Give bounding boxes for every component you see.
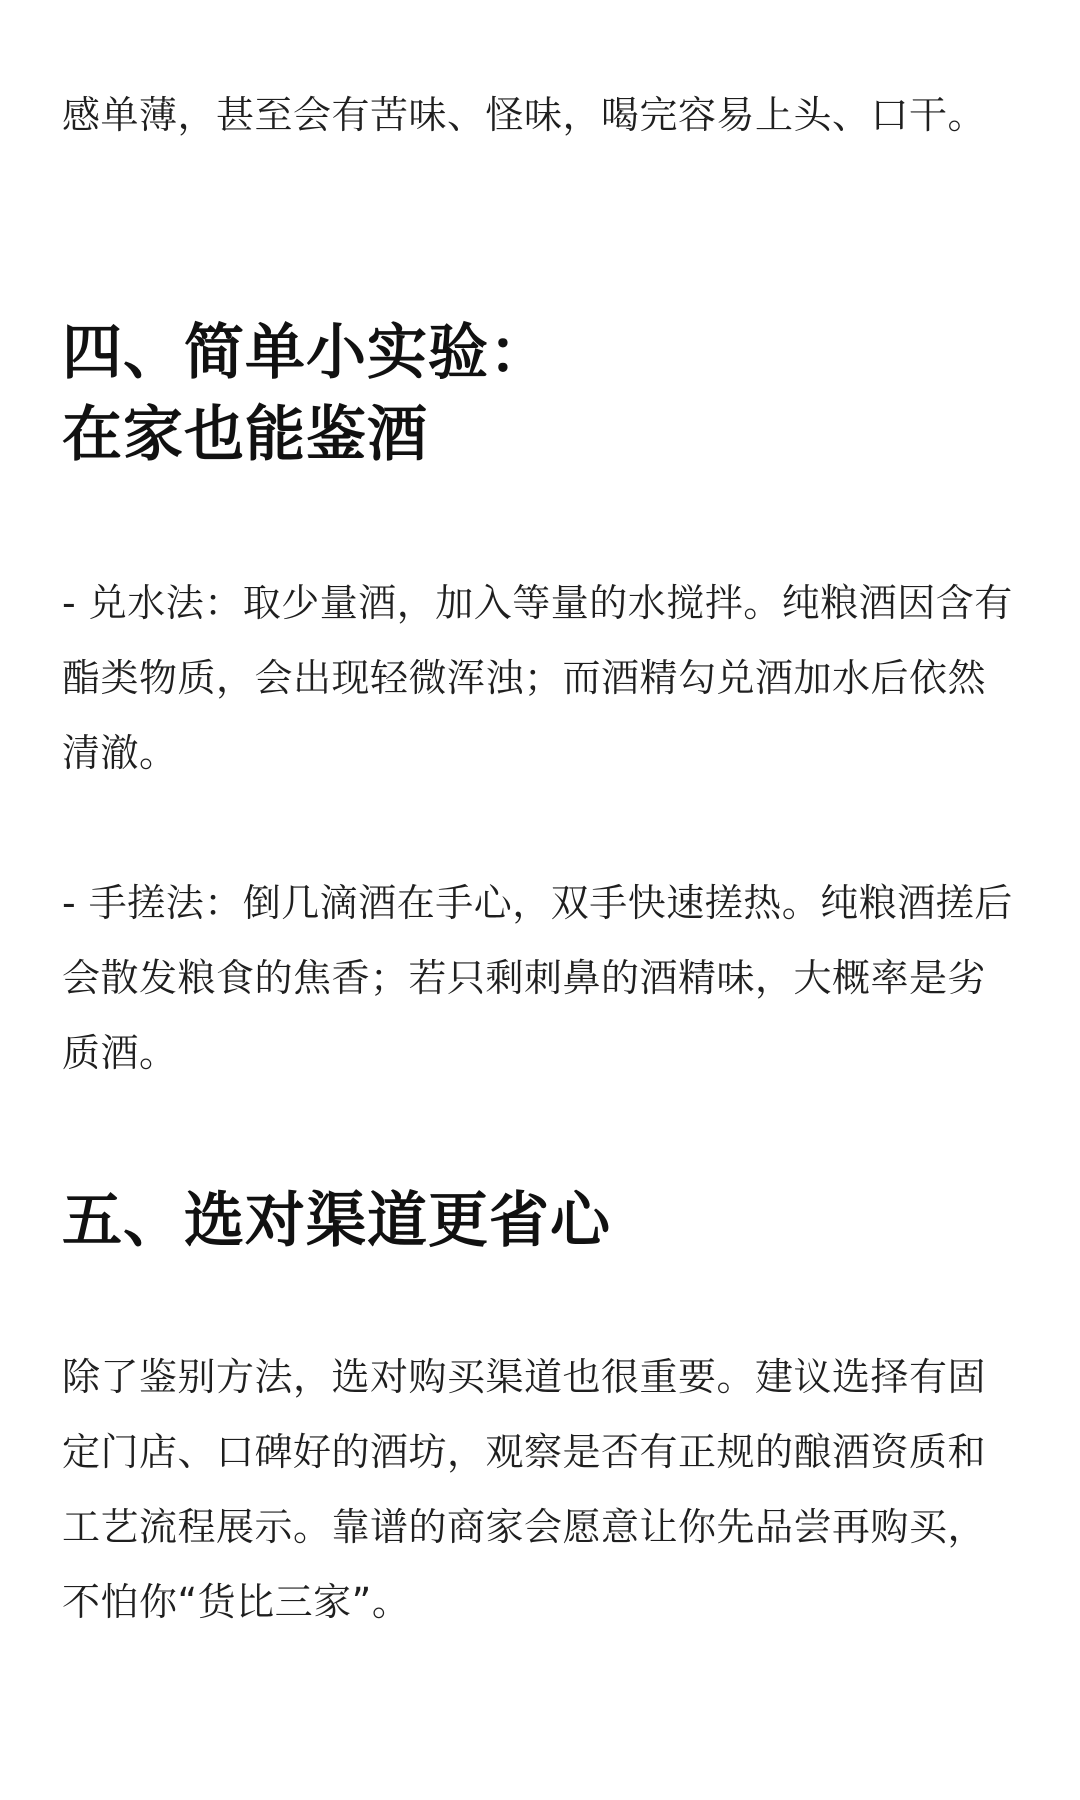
section-5-heading: 五、选对渠道更省心 bbox=[62, 1186, 611, 1256]
section-4-heading-line1: 四、简单小实验： bbox=[62, 318, 550, 388]
section-4-heading-line2: 在家也能鉴酒 bbox=[62, 400, 428, 470]
section-4-heading bbox=[62, 312, 1022, 476]
channel-paragraph: 除了鉴别方法，选对购买渠道也很重要。建议选择有固定门店、口碑好的酒坊，观察是否有正规的酿酒资质和工艺流程展示。靠谱的商家会愿意让你先品尝再购买，不怕你“货比三家”。 bbox=[62, 1355, 987, 1624]
intro-paragraph-tail: 感单薄，甚至会有苦味、怪味，喝完容易上头、口干。 bbox=[62, 93, 987, 137]
rub-method-paragraph: - 手搓法：倒几滴酒在手心，双手快速搓热。纯粮酒搓后会散发粮食的焦香；若只剩刺鼻的酒精味，大概率是劣质酒。 bbox=[62, 881, 1013, 1075]
water-method-paragraph: - 兑水法：取少量酒，加入等量的水搅拌。纯粮酒因含有酯类物质，会出现轻微浑浊；而酒精勾兑酒加水后依然清澈。 bbox=[62, 581, 1013, 775]
